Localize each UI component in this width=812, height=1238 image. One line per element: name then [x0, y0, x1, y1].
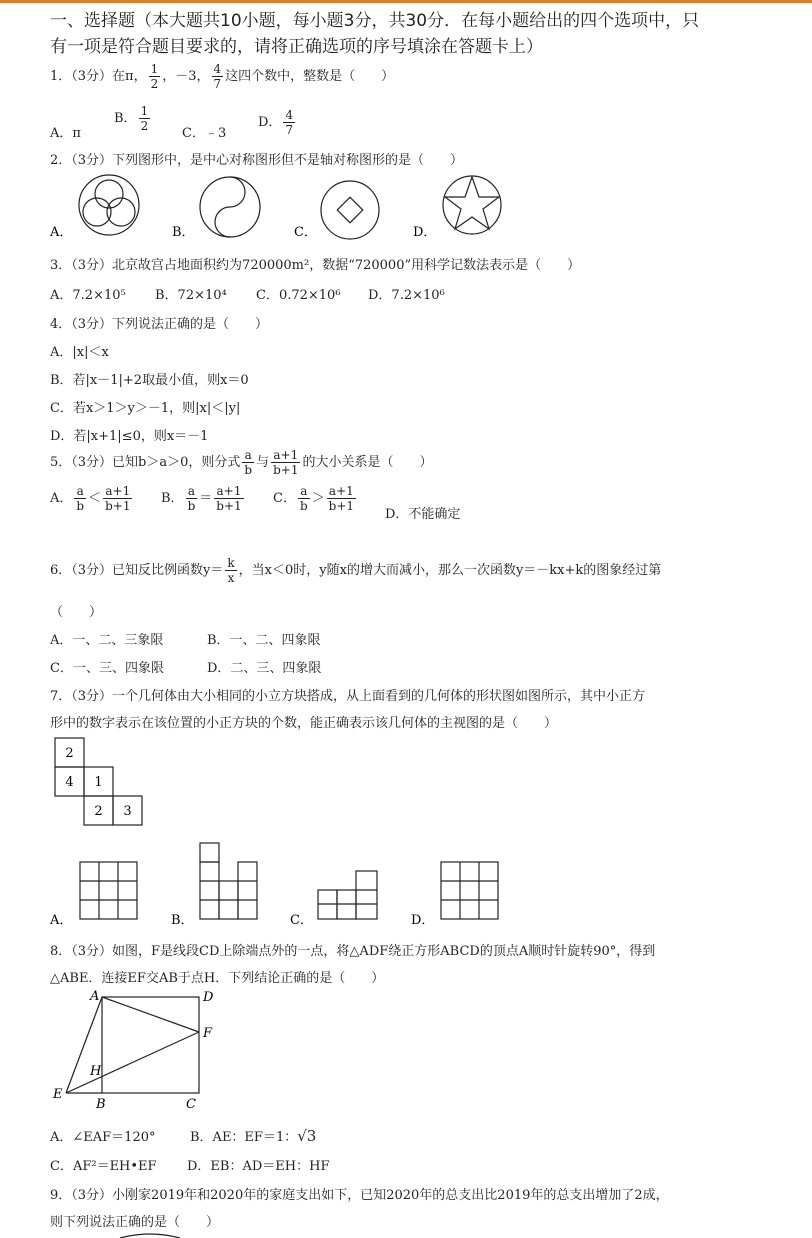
- q6-option-d: D．二、三、四象限: [207, 661, 322, 676]
- q5-option-a: A． $\frac{a}{b}$ ＜ $\frac{a+1}{b+1}$: [50, 484, 131, 513]
- q8-geometry-figure: [48, 986, 228, 1112]
- q8-option-d: D．EB：AD＝EH：HF: [187, 1159, 330, 1174]
- fraction-k-x: $\frac{k}{x}$: [227, 556, 235, 585]
- q3-option-c: C．0.72×10⁶: [256, 288, 341, 303]
- grid-cell-value: 2: [94, 804, 103, 819]
- q7-label-c: C．: [290, 913, 313, 928]
- q7-top-view-grid: [50, 734, 150, 830]
- question-4-stem: 4．（3分）下列说法正确的是（ ）: [50, 317, 269, 332]
- q4-option-b: B．若|x－1|+2取最小值，则x＝0: [50, 373, 249, 388]
- grid-cell-value: 1: [94, 775, 103, 790]
- grid-cell-value: 3: [123, 804, 132, 819]
- q7-figure-a: [80, 862, 137, 919]
- section-title-line-1: 一、选择题（本大题共10小题，每小题3分，共30分．在每小题给出的四个选项中，只: [50, 11, 700, 31]
- section-title-line-2: 有一项是符合题目要求的，请将正确选项的序号填涂在答题卡上）: [50, 37, 543, 57]
- q4-option-d: D．若|x+1|≤0，则x＝－1: [50, 429, 209, 444]
- top-accent-bar: [0, 0, 812, 3]
- point-label: A: [90, 989, 100, 1004]
- q8-option-a: A．∠EAF＝120°: [50, 1130, 156, 1145]
- point-label: H: [90, 1064, 102, 1079]
- three-circles-figure: [79, 175, 139, 235]
- grid-cell-value: 4: [65, 775, 74, 790]
- question-1-stem: [50, 62, 394, 91]
- q1-option-b: B． $\frac{1}{2}$: [114, 104, 149, 133]
- q3-option-d: D．7.2×10⁶: [368, 288, 445, 303]
- point-label: C: [186, 1097, 196, 1112]
- q6-stem-continuation: （ ）: [50, 605, 103, 620]
- fraction-4-7: $\frac{4}{7}$: [213, 62, 222, 91]
- q6-option-c: C．一、三、四象限: [50, 661, 164, 676]
- q2-label-d: D．: [413, 225, 437, 240]
- point-label: F: [203, 1026, 213, 1041]
- question-8-stem-line-1: 8．（3分）如图，F是线段CD上除端点外的一点，将△ADF绕正方形ABCD的顶点A顺时针旋转90°，得到: [50, 944, 656, 959]
- fraction-a1-b1: $\frac{a+1}{b+1}$: [273, 448, 299, 477]
- point-label: B: [96, 1097, 106, 1112]
- q2-label-a: A．: [50, 225, 73, 240]
- question-8-stem-line-2: △ABE．连接EF交AB于点H．下列结论正确的是（ ）: [50, 971, 385, 986]
- q1-option-a: A．π: [50, 126, 81, 141]
- q7-figure-c: [318, 871, 377, 919]
- q5-option-b: B． $\frac{a}{b}$ ＝ $\frac{a+1}{b+1}$: [161, 484, 242, 513]
- q7-label-a: A．: [50, 913, 73, 928]
- yin-yang-figure: [200, 177, 260, 237]
- question-9-stem-line-1: 9．（3分）小刚家2019年和2020年的家庭支出如下，已知2020年的总支出比2019年的总支出增加了2成，: [50, 1188, 669, 1203]
- point-label: D: [203, 990, 214, 1005]
- q1-option-c: C．﹣3: [182, 126, 227, 141]
- question-6-stem: 6．（3分）已知反比例函数y＝ $\frac{k}{x}$ ，当x＜0时，y随x的增大而减小，那么一次函数y＝－kx+k的图象经过第: [50, 556, 662, 585]
- question-9-stem-line-2: 则下列说法正确的是（ ）: [50, 1215, 220, 1230]
- q6-option-b: B．一、二、四象限: [207, 633, 321, 648]
- circle-with-diamond-figure: [321, 181, 379, 239]
- question-5-stem: 5．（3分）已知b＞a＞0，则分式 $\frac{a}{b}$ 与 $\frac{a+1}{b+1}$ 的大小关系是（ ）: [50, 448, 433, 477]
- question-7-stem-line-1: 7．（3分）一个几何体由大小相同的小立方块搭成，从上面看到的几何体的形状图如图所示，其中小正方: [50, 689, 646, 704]
- q8-option-c: C．AF²＝EH•EF: [50, 1159, 157, 1174]
- q3-option-b: B．72×10⁴: [155, 288, 227, 303]
- fraction-1-2: $\frac{1}{2}$: [150, 62, 159, 91]
- q5-option-c: C． $\frac{a}{b}$ ＞ $\frac{a+1}{b+1}$: [273, 484, 355, 513]
- circle-with-star-figure: [443, 176, 501, 234]
- q1-stem-part-c: 这四个数中，整数是（ ）: [225, 69, 395, 84]
- q5-option-d: D．不能确定: [385, 507, 461, 522]
- fraction-a-b: $\frac{a}{b}$: [244, 448, 253, 477]
- q2-label-b: B．: [172, 225, 195, 240]
- q7-label-d: D．: [411, 913, 435, 928]
- q1-stem-part-b: ，－3，: [162, 69, 210, 84]
- q2-label-c: C．: [294, 225, 317, 240]
- q4-option-c: C．若x＞1＞y＞－1，则|x|＜|y|: [50, 401, 241, 416]
- q4-option-a: A．|x|＜x: [50, 345, 109, 360]
- q2-figures: [50, 170, 730, 242]
- grid-cell-value: 2: [65, 746, 74, 761]
- question-3-stem: 3．（3分）北京故宫占地面积约为720000m²，数据“720000”用科学记数法表示是（ ）: [50, 258, 581, 273]
- question-7-stem-line-2: 形中的数字表示在该位置的小正方块的个数，能正确表示该几何体的主视图的是（ ）: [50, 716, 558, 731]
- q3-option-a: A．7.2×10⁵: [50, 288, 126, 303]
- q8-option-b: B．AE：EF＝1：√3: [190, 1127, 317, 1145]
- q1-stem-part-a: 1．（3分）在π，: [50, 69, 147, 84]
- q7-label-b: B．: [171, 913, 194, 928]
- q9-chart-top-edge: [110, 1230, 190, 1238]
- q6-option-a: A．一、二、三象限: [50, 633, 164, 648]
- point-label: E: [53, 1087, 63, 1102]
- q7-option-figures: [50, 840, 520, 930]
- q7-figure-d: [441, 862, 498, 919]
- q7-figure-b: [200, 843, 257, 919]
- q1-option-d: D． $\frac{4}{7}$: [258, 108, 294, 137]
- question-2-stem: 2．（3分）下列图形中，是中心对称图形但不是轴对称图形的是（ ）: [50, 153, 464, 168]
